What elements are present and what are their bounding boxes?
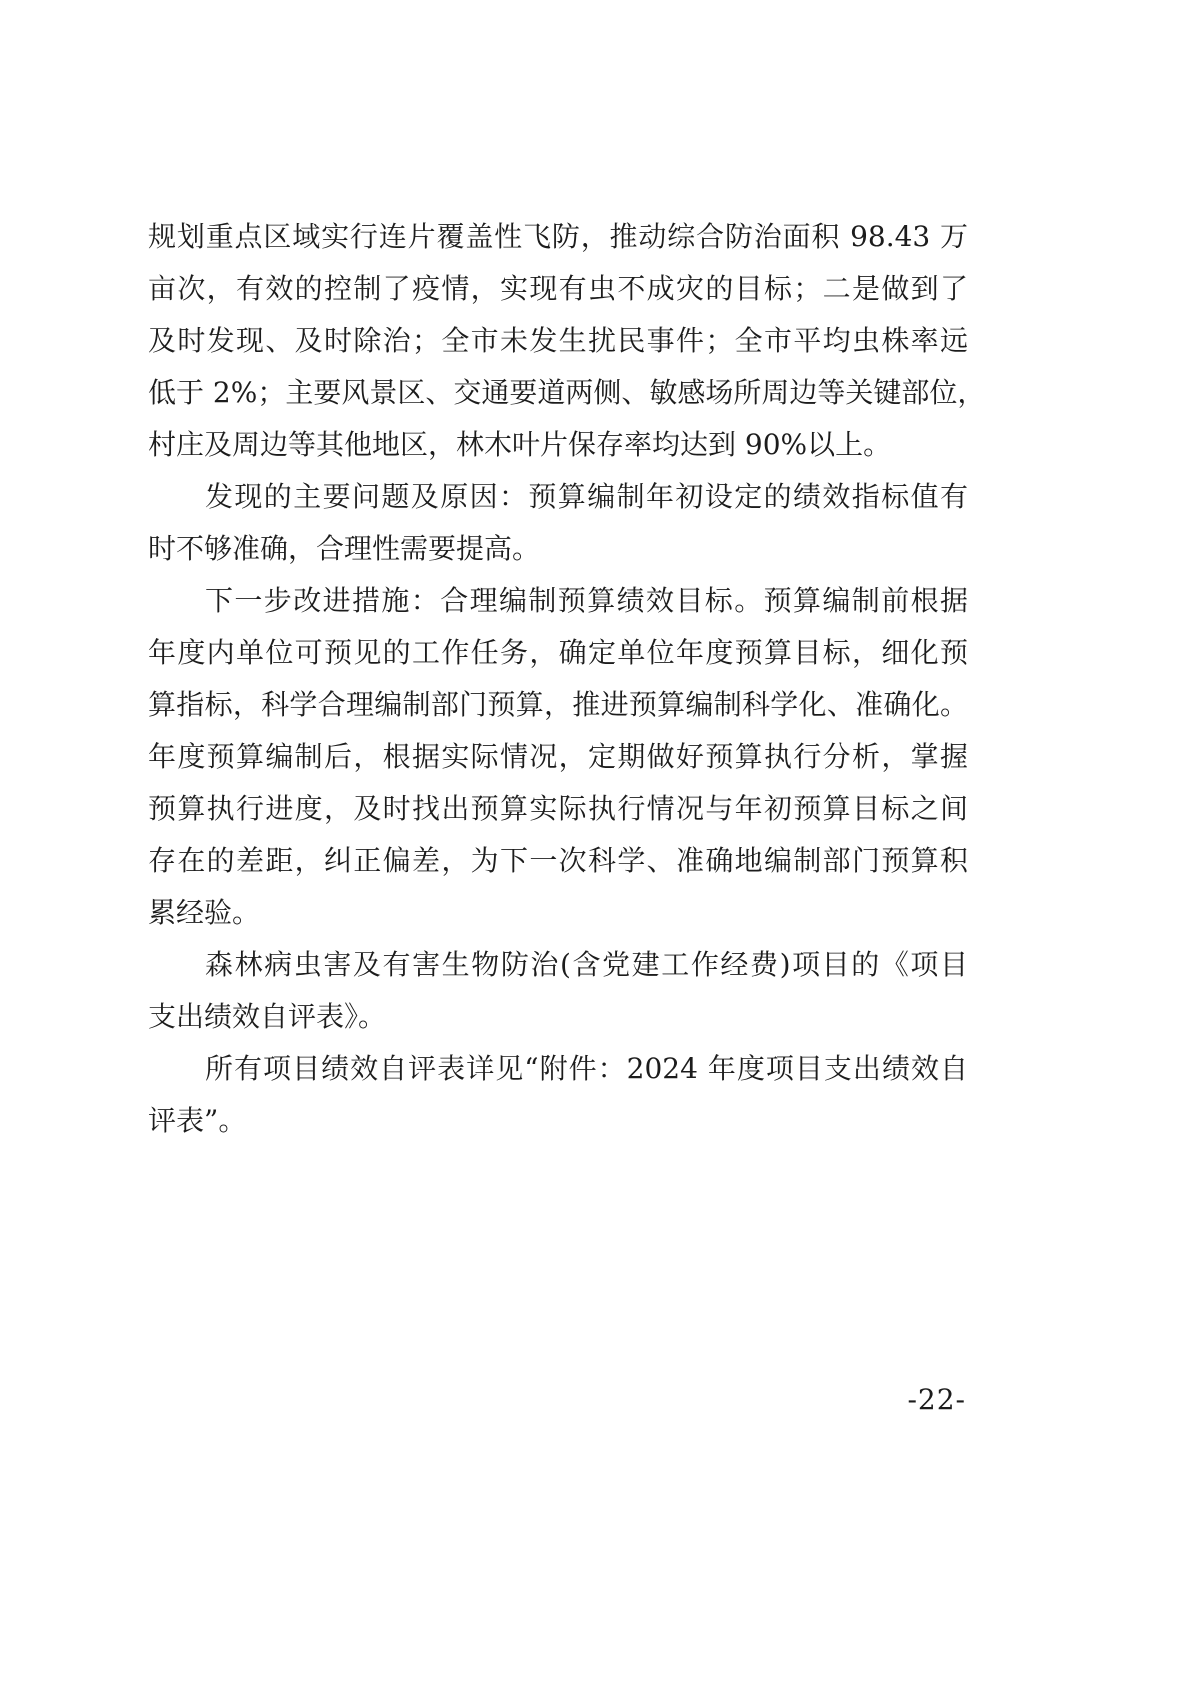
text-line: 发现的主要问题及原因：预算编制年初设定的绩效指标值有 — [205, 480, 968, 513]
text-line: 森林病虫害及有害生物防治(含党建工作经费)项目的《项目 — [205, 948, 968, 981]
text-line: 下一步改进措施：合理编制预算绩效目标。预算编制前根据 — [205, 584, 968, 617]
text-line: 年度预算编制后，根据实际情况，定期做好预算执行分析，掌握 — [148, 740, 968, 773]
text-line: 存在的差距，纠正偏差，为下一次科学、准确地编制部门预算积 — [148, 844, 968, 877]
text-line: 算指标，科学合理编制部门预算，推进预算编制科学化、准确化。 — [148, 688, 968, 721]
paragraph-project-form — [148, 939, 968, 1043]
paragraph-attachment-note — [148, 1043, 968, 1147]
paragraph-problems — [148, 471, 968, 575]
text-line: 亩次，有效的控制了疫情，实现有虫不成灾的目标；二是做到了 — [148, 272, 968, 305]
text-line: 村庄及周边等其他地区，林木叶片保存率均达到 90%以上。 — [148, 428, 892, 461]
text-line: 及时发现、及时除治；全市未发生扰民事件；全市平均虫株率远 — [148, 324, 968, 357]
text-line: 评表”。 — [148, 1104, 247, 1137]
text-line: 累经验。 — [148, 896, 261, 929]
paragraph-improvements — [148, 575, 968, 939]
text-line: 时不够准确，合理性需要提高。 — [148, 532, 541, 565]
text-line: 支出绩效自评表》。 — [148, 1000, 387, 1033]
text-line: 预算执行进度，及时找出预算实际执行情况与年初预算目标之间 — [148, 792, 968, 825]
paragraph-results — [148, 211, 986, 471]
text-line: 所有项目绩效自评表详见“附件：2024 年度项目支出绩效自 — [205, 1052, 968, 1085]
text-line: 规划重点区域实行连片覆盖性飞防，推动综合防治面积 98.43 万 — [148, 220, 968, 253]
page-number: -22- — [907, 1383, 966, 1416]
text-line: 低于 2%；主要风景区、交通要道两侧、敏感场所周边等关键部位， — [148, 376, 986, 409]
document-body — [148, 211, 986, 1147]
text-line: 年度内单位可预见的工作任务，确定单位年度预算目标，细化预 — [148, 636, 968, 669]
